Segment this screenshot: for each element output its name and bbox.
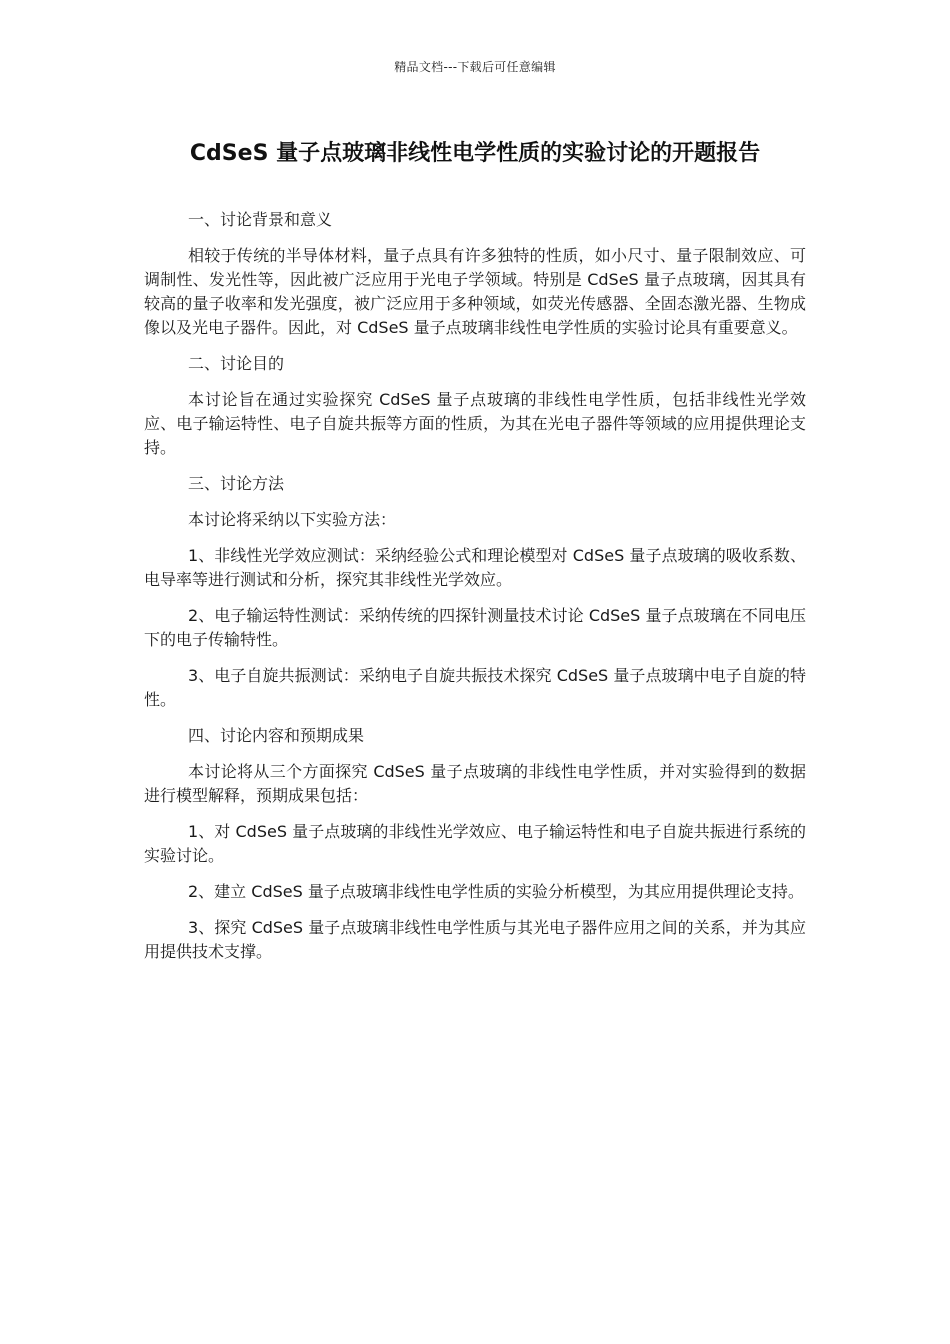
section-heading-methods: 三、讨论方法 <box>188 474 285 493</box>
method-item-3: 3、电子自旋共振测试：采纳电子自旋共振技术探究 CdSeS 量子点玻璃中电子自旋的特性。 <box>144 666 806 709</box>
paragraph-background: 相较于传统的半导体材料，量子点具有许多独特的性质，如小尺寸、量子限制效应、可调制性、发光性等，因此被广泛应用于光电子学领域。特别是 CdSeS 量子点玻璃，因其具有较高的量子收率和发光强度，被广泛应用于多种领域，如荧光传感器、全固态激光器、生物成像以及光电子器件。因此，对 CdSeS 量子点玻璃非线性电学性质的实验讨论具有重要意义。 <box>144 246 806 337</box>
outcome-item-2: 2、建立 CdSeS 量子点玻璃非线性电学性质的实验分析模型，为其应用提供理论支持。 <box>188 882 804 901</box>
section-heading-background: 一、讨论背景和意义 <box>188 210 333 229</box>
header-note: 精品文档---下载后可任意编辑 <box>394 60 556 74</box>
outcome-item-1: 1、对 CdSeS 量子点玻璃的非线性光学效应、电子输运特性和电子自旋共振进行系统的实验讨论。 <box>144 822 806 865</box>
section-heading-content-outcomes: 四、讨论内容和预期成果 <box>188 726 365 745</box>
method-item-1: 1、非线性光学效应测试：采纳经验公式和理论模型对 CdSeS 量子点玻璃的吸收系数、电导率等进行测试和分析，探究其非线性光学效应。 <box>144 546 806 589</box>
method-item-2: 2、电子输运特性测试：采纳传统的四探针测量技术讨论 CdSeS 量子点玻璃在不同电压下的电子传输特性。 <box>144 606 806 649</box>
section-heading-purpose: 二、讨论目的 <box>188 354 285 373</box>
outcome-item-3: 3、探究 CdSeS 量子点玻璃非线性电学性质与其光电子器件应用之间的关系，并为其应用提供技术支撑。 <box>144 918 806 961</box>
document-body <box>144 208 806 976</box>
paragraph-methods-intro: 本讨论将采纳以下实验方法： <box>188 510 397 529</box>
document-title: CdSeS 量子点玻璃非线性电学性质的实验讨论的开题报告 <box>189 141 761 166</box>
paragraph-purpose: 本讨论旨在通过实验探究 CdSeS 量子点玻璃的非线性电学性质，包括非线性光学效应、电子输运特性、电子自旋共振等方面的性质，为其在光电子器件等领域的应用提供理论支持。 <box>144 390 806 457</box>
paragraph-outcomes-intro: 本讨论将从三个方面探究 CdSeS 量子点玻璃的非线性电学性质，并对实验得到的数据进行模型解释，预期成果包括： <box>144 762 806 805</box>
